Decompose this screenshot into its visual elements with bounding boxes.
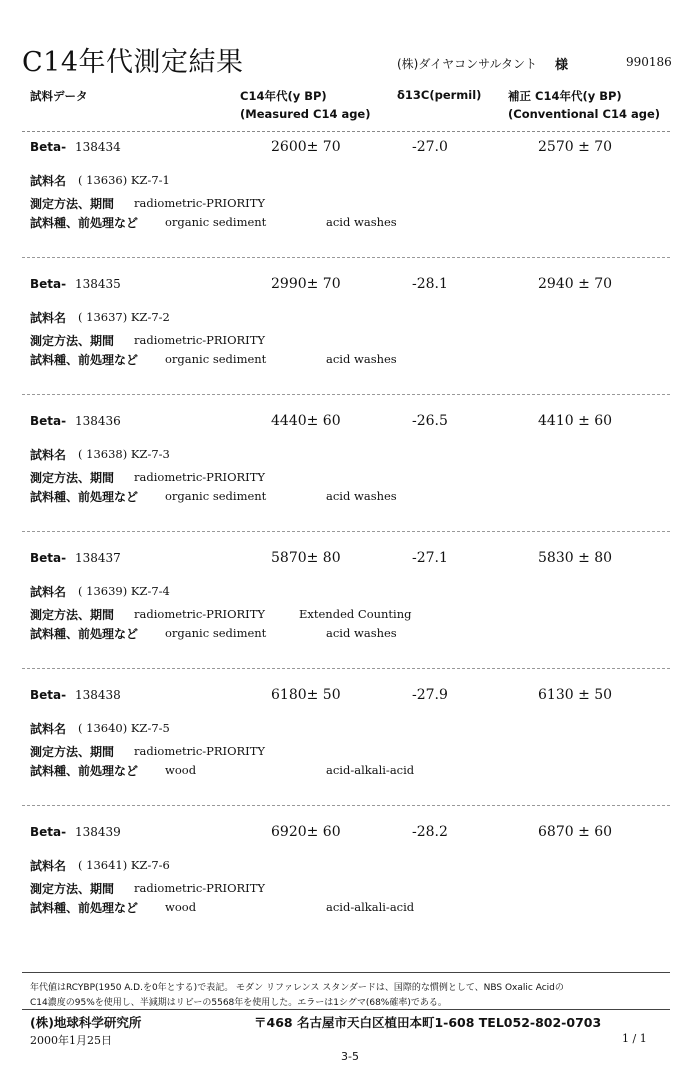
record-divider [22,257,670,258]
d13c-value: -28.2 [412,824,448,840]
beta-number: 138439 [75,825,121,839]
method-label: 測定方法、期間 [30,197,115,211]
beta-label: Beta- [30,414,67,428]
beta-label: Beta- [30,140,67,154]
column-measured-age: C14年代(y BP) [240,89,327,103]
method-value: radiometric-PRIORITY [134,333,265,347]
material-value: organic sediment [165,489,267,503]
column-conventional-age: 補正 C14年代(y BP) [508,89,622,103]
beta-label: Beta- [30,551,67,565]
beta-label: Beta- [30,825,67,839]
company-divider [22,1009,670,1010]
method-value: radiometric-PRIORITY [134,196,265,210]
sample-name-value: ( 13639) KZ-7-4 [78,584,170,598]
method-extra-value: Extended Counting [299,607,412,621]
material-value: wood [165,763,197,777]
conventional-age: 4410 ± 60 [538,413,613,429]
material-label: 試料種、前処理など [30,216,139,230]
conventional-age: 2570 ± 70 [538,139,613,155]
client-honorific: 様 [555,58,569,73]
company-name: (株)地球科学研究所 [30,1015,142,1030]
footnote-line-1: 年代値はRCYBP(1950 A.D.を0年とする)で表記。 モダン リファレンス スタンダードは、国際的な慣例として、NBS Oxalic Acidの [30,983,564,993]
column-conventional-age-en: (Conventional C14 age) [508,107,660,121]
conventional-age: 6870 ± 60 [538,824,613,840]
record-divider [22,531,670,532]
d13c-value: -27.1 [412,550,448,566]
method-label: 測定方法、期間 [30,882,115,896]
material-label: 試料種、前処理など [30,490,139,504]
material-label: 試料種、前処理など [30,764,139,778]
measured-age: 2990± 70 [271,276,341,292]
column-measured-age-en: (Measured C14 age) [240,107,371,121]
page-title: C14年代測定結果 [22,47,244,78]
beta-label: Beta- [30,688,67,702]
material-value: wood [165,900,197,914]
beta-number: 138434 [75,140,121,154]
beta-number: 138438 [75,688,121,702]
client-name: (株)ダイヤコンサルタント [397,57,538,71]
method-label: 測定方法、期間 [30,745,115,759]
report-number: 990186 [626,55,672,69]
footnote-line-2: C14濃度の95%を使用し、半減期はリビーの5568年を使用した。エラーは1シグマ(68%確率)である。 [30,998,447,1008]
conventional-age: 5830 ± 80 [538,550,613,566]
beta-number: 138435 [75,277,121,291]
material-value: organic sediment [165,626,267,640]
measured-age: 5870± 80 [271,550,341,566]
sample-name-value: ( 13640) KZ-7-5 [78,721,170,735]
pretreatment-value: acid washes [326,626,397,640]
beta-number: 138437 [75,551,121,565]
sample-name-value: ( 13637) KZ-7-2 [78,310,170,324]
material-label: 試料種、前処理など [30,353,139,367]
sample-name-label: 試料名 [30,174,67,188]
sample-name-value: ( 13641) KZ-7-6 [78,858,170,872]
method-value: radiometric-PRIORITY [134,881,265,895]
d13c-value: -26.5 [412,413,448,429]
beta-number: 138436 [75,414,121,428]
method-value: radiometric-PRIORITY [134,470,265,484]
sample-name-value: ( 13638) KZ-7-3 [78,447,170,461]
material-value: organic sediment [165,352,267,366]
pretreatment-value: acid washes [326,352,397,366]
sample-name-value: ( 13636) KZ-7-1 [78,173,170,187]
material-value: organic sediment [165,215,267,229]
method-value: radiometric-PRIORITY [134,607,265,621]
sample-name-label: 試料名 [30,722,67,736]
sample-name-label: 試料名 [30,311,67,325]
report-date: 2000年1月25日 [30,1034,112,1047]
record-divider [22,394,670,395]
beta-label: Beta- [30,277,67,291]
measured-age: 6920± 60 [271,824,341,840]
sample-name-label: 試料名 [30,448,67,462]
record-divider [22,805,670,806]
conventional-age: 6130 ± 50 [538,687,613,703]
pretreatment-value: acid washes [326,215,397,229]
material-label: 試料種、前処理など [30,627,139,641]
page-number: 3-5 [341,1050,359,1063]
page-count: 1 / 1 [622,1032,647,1045]
pretreatment-value: acid washes [326,489,397,503]
method-label: 測定方法、期間 [30,334,115,348]
sample-name-label: 試料名 [30,585,67,599]
method-label: 測定方法、期間 [30,471,115,485]
material-label: 試料種、前処理など [30,901,139,915]
measured-age: 6180± 50 [271,687,341,703]
header-divider [22,131,670,132]
pretreatment-value: acid-alkali-acid [326,900,415,914]
d13c-value: -27.0 [412,139,448,155]
column-d13c: δ13C(permil) [397,88,482,102]
pretreatment-value: acid-alkali-acid [326,763,415,777]
record-divider [22,668,670,669]
d13c-value: -27.9 [412,687,448,703]
method-label: 測定方法、期間 [30,608,115,622]
footer-divider [22,972,670,973]
d13c-value: -28.1 [412,276,448,292]
measured-age: 4440± 60 [271,413,341,429]
column-sample-data: 試料データ [30,89,88,103]
measured-age: 2600± 70 [271,139,341,155]
method-value: radiometric-PRIORITY [134,744,265,758]
conventional-age: 2940 ± 70 [538,276,613,292]
sample-name-label: 試料名 [30,859,67,873]
company-address: 〒468 名古屋市天白区植田本町1-608 TEL052-802-0703 [254,1015,602,1030]
